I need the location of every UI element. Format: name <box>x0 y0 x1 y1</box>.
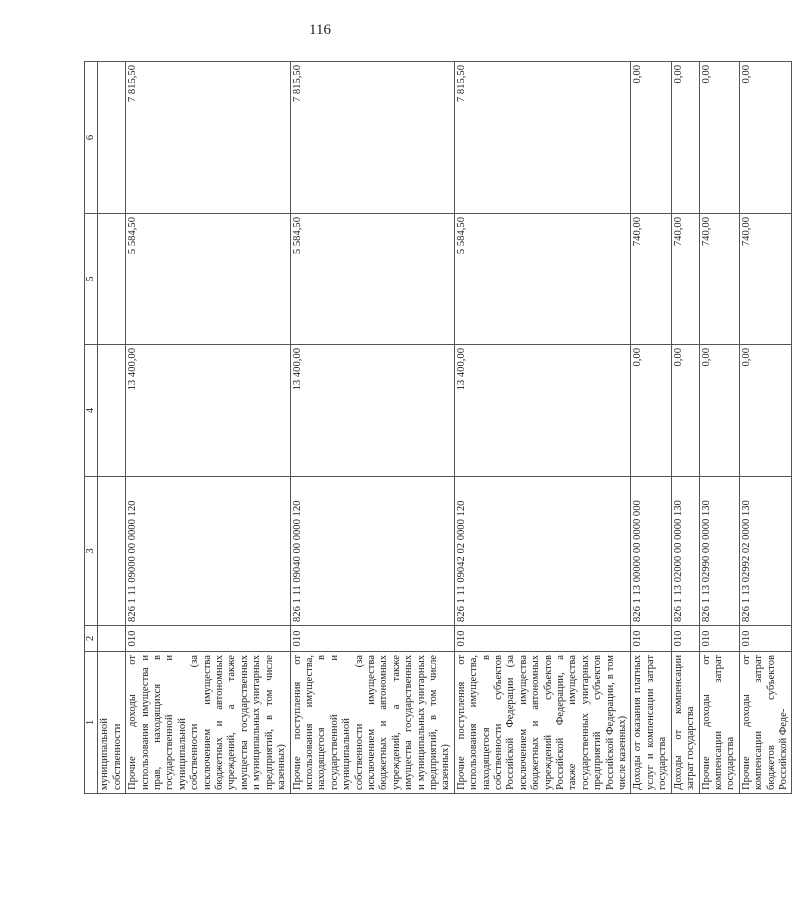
row-actual: 740,00 <box>671 214 699 345</box>
row-actual: 5 584,50 <box>126 214 290 345</box>
row-actual: 740,00 <box>631 214 671 345</box>
row-remainder: 0,00 <box>739 62 792 214</box>
header-row <box>85 62 98 794</box>
row-name: Прочие поступления от использования имущества, находящегося в собственности субъектов Российской Федерации (за исключением имущества бюджетных и автономных учреждений субъектов Российской Федерации, а также имущества государственных унитарных предприятий субъектов Российской Федерации, в том числе казенных) <box>454 652 631 794</box>
col-header-6: 6 <box>85 62 98 214</box>
table-row <box>631 62 671 794</box>
income-table <box>84 61 792 794</box>
continuation-row <box>98 62 126 794</box>
row-name: Прочие доходы от использования имущества и прав, находящихся в государственной и муниципальной собственности (за исключением имущества бюджетных и автономных учреждений, а также имущества государственных и муниципальных унитарных предприятий, в том числе казенных) <box>126 652 290 794</box>
row-plan: 0,00 <box>631 345 671 477</box>
row-name: Доходы от оказания платных услуг и компенсации затрат государства <box>631 652 671 794</box>
table-row <box>671 62 699 794</box>
col-header-4: 4 <box>85 345 98 477</box>
row-kbk: 826 1 13 02992 02 0000 130 <box>739 477 792 626</box>
row-kbk: 826 1 13 02990 00 0000 130 <box>699 477 739 626</box>
table-row <box>454 62 631 794</box>
row-kbk: 826 1 11 09042 02 0000 120 <box>454 477 631 626</box>
row-actual: 5 584,50 <box>290 214 454 345</box>
table-row <box>126 62 290 794</box>
rotated-table-container <box>84 62 789 794</box>
row-kbk: 826 1 13 00000 00 0000 000 <box>631 477 671 626</box>
row-actual: 5 584,50 <box>454 214 631 345</box>
row-kbk: 826 1 13 02000 00 0000 130 <box>671 477 699 626</box>
row-remainder: 7 815,50 <box>454 62 631 214</box>
row-name: Прочие поступления от использования имущества, находящегося в государственной и муниципальной собственности (за исключением имущества бюджетных и автономных учреждений, а также имущества государственных и муниципальных унитарных предприятий, в том числе казенных) <box>290 652 454 794</box>
row-code: 010 <box>739 626 792 652</box>
row-kbk: 826 1 11 09040 00 0000 120 <box>290 477 454 626</box>
col-header-3: 3 <box>85 477 98 626</box>
row-plan: 0,00 <box>739 345 792 477</box>
row-remainder: 7 815,50 <box>290 62 454 214</box>
row-code: 010 <box>454 626 631 652</box>
row-remainder: 7 815,50 <box>126 62 290 214</box>
page-number: 116 <box>309 22 331 38</box>
row-code: 010 <box>290 626 454 652</box>
table-row <box>739 62 792 794</box>
table-row <box>290 62 454 794</box>
continuation-text: муниципальной собственности <box>98 652 126 794</box>
row-code: 010 <box>126 626 290 652</box>
row-code: 010 <box>699 626 739 652</box>
col-header-2: 2 <box>85 626 98 652</box>
row-remainder: 0,00 <box>699 62 739 214</box>
row-name: Доходы от компенсации затрат государства <box>671 652 699 794</box>
table-row <box>699 62 739 794</box>
row-plan: 13 400,00 <box>126 345 290 477</box>
row-remainder: 0,00 <box>631 62 671 214</box>
row-actual: 740,00 <box>739 214 792 345</box>
row-kbk: 826 1 11 09000 00 0000 120 <box>126 477 290 626</box>
col-header-1: 1 <box>85 652 98 794</box>
row-remainder: 0,00 <box>671 62 699 214</box>
row-plan: 13 400,00 <box>454 345 631 477</box>
col-header-5: 5 <box>85 214 98 345</box>
row-name: Прочие доходы от компенсации затрат бюджетов субъектов Российской Феде- <box>739 652 792 794</box>
row-code: 010 <box>631 626 671 652</box>
row-name: Прочие доходы от компенсации затрат государства <box>699 652 739 794</box>
row-code: 010 <box>671 626 699 652</box>
row-actual: 740,00 <box>699 214 739 345</box>
row-plan: 0,00 <box>671 345 699 477</box>
row-plan: 13 400,00 <box>290 345 454 477</box>
row-plan: 0,00 <box>699 345 739 477</box>
